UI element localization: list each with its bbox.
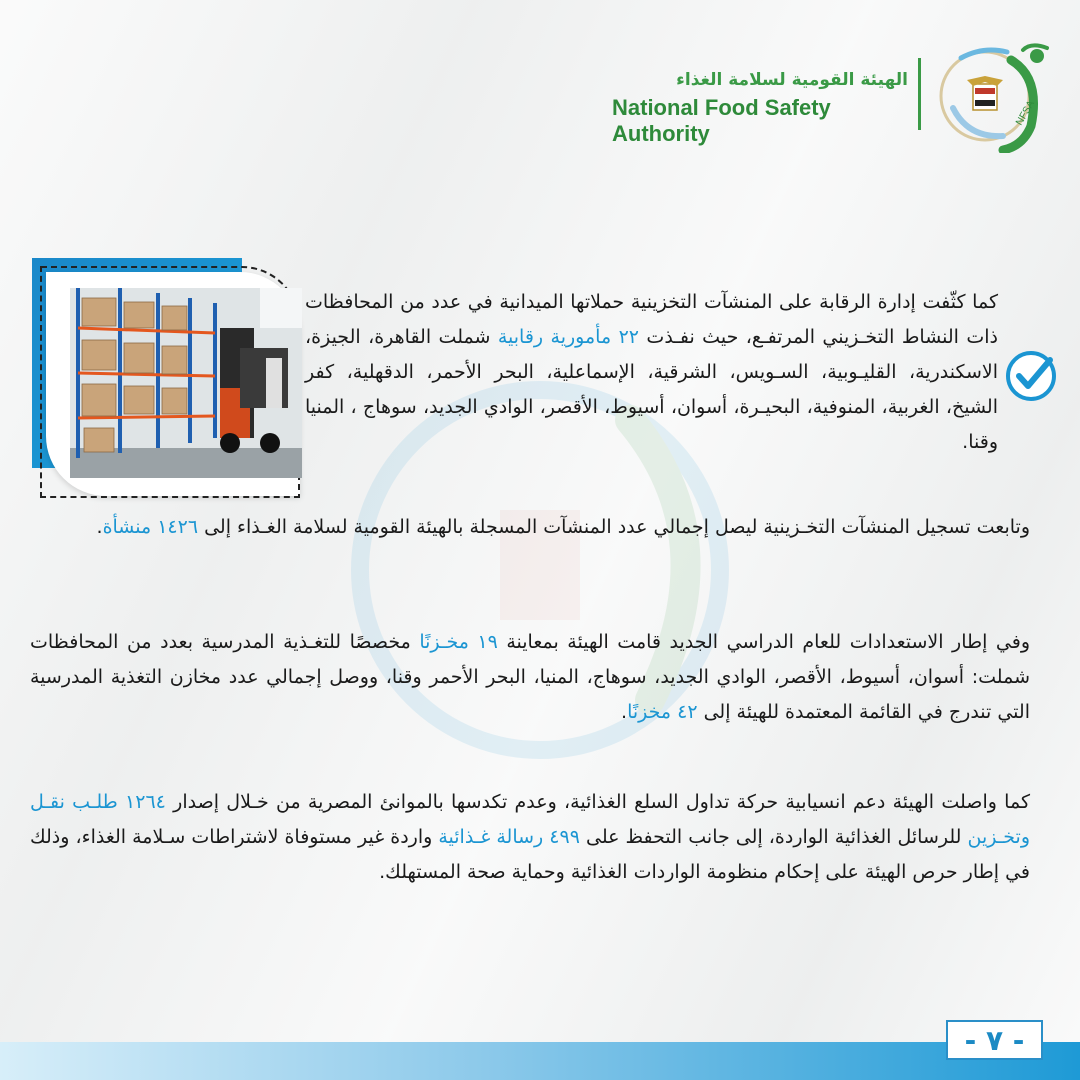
org-name-english: National Food Safety Authority [612, 95, 831, 146]
paragraph-registration [30, 510, 1030, 545]
paragraph-school-text: وفي إطار الاستعدادات للعام الدراسي الجديد قامت الهيئة بمعاينة [497, 631, 1030, 653]
nfsa-logo [923, 38, 1058, 153]
paragraph-registration-text: وتابعت تسجيل المنشآت التخـزينية ليصل إجمالي عدد المنشآت المسجلة بالهيئة القومية لسلامة الغـذاء إلى [198, 516, 1030, 538]
paragraph-school-text-2: مخصصًا للتغـذية المدرسية بعدد من المحافظات شملت: أسوان، أسيوط، الأقصر، الوادي الجديد، سوهاج، المنيا، البحر الأحمر وقنا، ووصل إجمالي عدد مخازن التغذية المدرسية التي تندرج في القائمة المعتمدة للهيئة إلى [30, 631, 1030, 723]
paragraph-ports-text: كما واصلت الهيئة دعم انسيابية حركة تداول السلع الغذائية، وعدم تكدسها بالموانئ المصرية من خـلال إصدار [165, 791, 1030, 813]
org-name-arabic: الهيئة القومية لسلامة الغذاء [676, 70, 908, 90]
paragraph-ports-end: واردة غير مستوفاة لاشتراطات سـلامة الغذاء، وذلك في إطار حرص الهيئة على إحكام منظومة الواردات الغذائية وحماية صحة المستهلك. [30, 826, 1030, 883]
paragraph-inspections [305, 285, 998, 460]
highlight-transport-requests: ١٢٦٤ طلـب نقـل وتخـزين [30, 791, 1031, 848]
paragraph-ports [30, 785, 1030, 890]
warehouse-photo-frame [32, 258, 300, 498]
highlight-warehouses-inspected: ١٩ مخـزنًا [419, 631, 498, 653]
logo-text: NFSA [1014, 98, 1037, 128]
highlight-inspection-count: ٢٢ مأمورية رقابية [497, 326, 639, 348]
paragraph-registration-end: . [96, 516, 103, 538]
paragraph-inspections-text: كما كثّفت إدارة الرقابة على المنشآت التخزينية حملاتها الميدانية في عدد من المحافظات ذات النشاط التخـزيني المرتفـع، حيث نفـذت [305, 291, 998, 348]
highlight-shipments-held: ٤٩٩ رسالة غـذائية [438, 826, 580, 848]
check-circle-icon [1002, 350, 1060, 402]
paragraph-school-end: . [621, 701, 628, 723]
paragraph-ports-text-2: للرسائل الغذائية الواردة، إلى جانب التحفظ على [579, 826, 968, 848]
footer-bar [0, 1042, 1080, 1080]
page-number: - ٧ - [946, 1020, 1043, 1060]
highlight-facilities-count: ١٤٢٦ منشأة [102, 516, 199, 538]
header-divider [918, 58, 921, 130]
paragraph-inspections-governorates: شملت القاهرة، الجيزة، الاسكندرية، القليـوبية، السـويس، الشرقية، الإسماعلية، البحر الأحمر، الدقهلية، كفر الشيخ، الغربية، المنوفية، البحيـرة، أسوان، أسيوط، الأقصر، الوادي الجديد، سوهاج ، المنيا وقنا. [305, 326, 998, 453]
highlight-warehouses-total: ٤٢ مخزنًا [627, 701, 698, 723]
paragraph-school-nutrition [30, 625, 1030, 730]
warehouse-forklift-photo [70, 288, 302, 478]
